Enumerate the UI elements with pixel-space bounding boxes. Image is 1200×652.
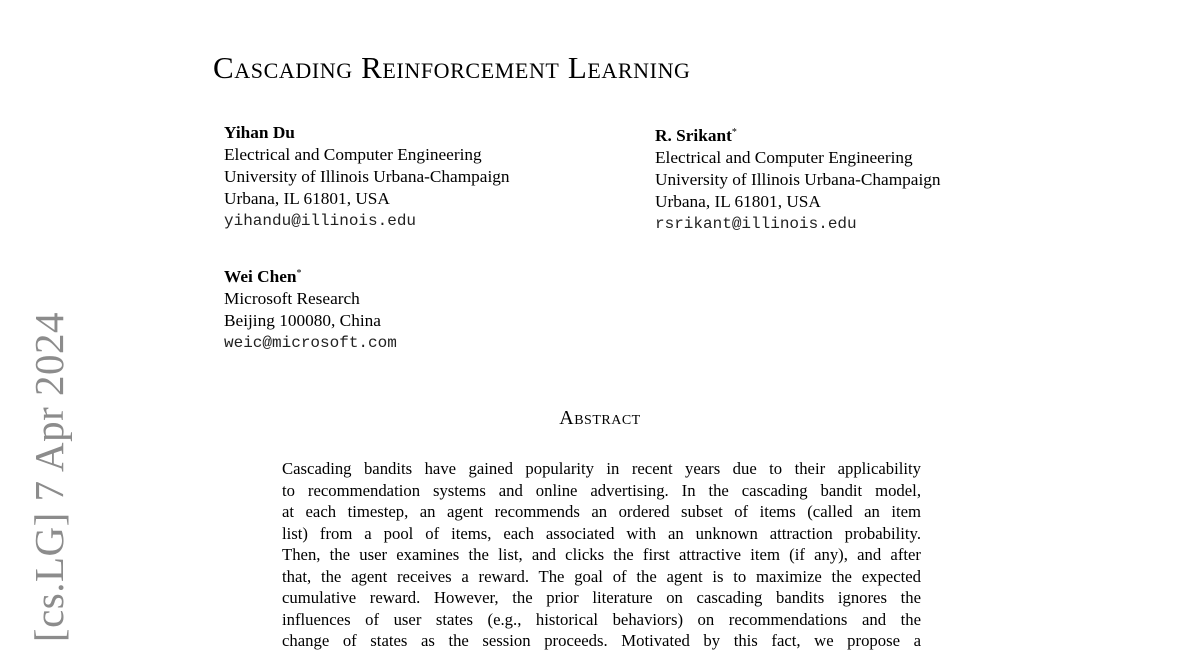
author-university: University of Illinois Urbana-Champaign [224, 167, 510, 186]
author-block-yihan-du [224, 122, 510, 232]
abstract-line: that, the agent receives a reward. The goal of the agent is to maximize the expected [282, 566, 921, 586]
abstract-heading: Abstract [559, 407, 641, 429]
arxiv-identifier-stamp [18, 311, 80, 643]
author-block-r-srikant [655, 122, 941, 235]
author-email[interactable]: weic@microsoft.com [224, 334, 397, 352]
abstract-line: cumulative reward. However, the prior literature on cascading bandits ignores the [282, 588, 921, 607]
author-block-wei-chen [224, 263, 397, 354]
author-department: Electrical and Computer Engineering [655, 148, 913, 167]
author-address: Beijing 100080, China [224, 311, 381, 330]
abstract-line: Then, the user examines the list, and clicks the first attractive item (if any), and after [282, 545, 921, 564]
author-name: Wei Chen* [224, 267, 302, 286]
author-name: Yihan Du [224, 123, 295, 142]
author-email[interactable]: rsrikant@illinois.edu [655, 215, 857, 233]
abstract-line: change of states as the session proceeds. Motivated by this fact, we propose a [282, 631, 921, 650]
footnote-mark[interactable]: * [296, 268, 302, 279]
author-department: Electrical and Computer Engineering [224, 145, 482, 164]
author-address: Urbana, IL 61801, USA [224, 189, 390, 208]
abstract-body [282, 458, 921, 652]
author-organization: Microsoft Research [224, 289, 360, 308]
paper-title: Cascading Reinforcement Learning [213, 50, 691, 85]
arxiv-stamp-text: [cs.LG] 7 Apr 2024 [26, 311, 72, 643]
author-address: Urbana, IL 61801, USA [655, 192, 821, 211]
abstract-line: at each timestep, an agent recommends an ordered subset of items (called an item [282, 502, 921, 521]
author-email[interactable]: yihandu@illinois.edu [224, 212, 417, 230]
abstract-line: Cascading bandits have gained popularity in recent years due to their applicability [282, 459, 921, 478]
footnote-mark[interactable]: * [731, 127, 737, 138]
author-name: R. Srikant* [655, 126, 737, 145]
abstract-line: influences of user states (e.g., historical behaviors) on recommendations and the [282, 609, 921, 629]
abstract-line: to recommendation systems and online advertising. In the cascading bandit model, [282, 480, 921, 500]
abstract-line: list) from a pool of items, each associated with an unknown attraction probability. [282, 523, 921, 543]
author-university: University of Illinois Urbana-Champaign [655, 170, 941, 189]
